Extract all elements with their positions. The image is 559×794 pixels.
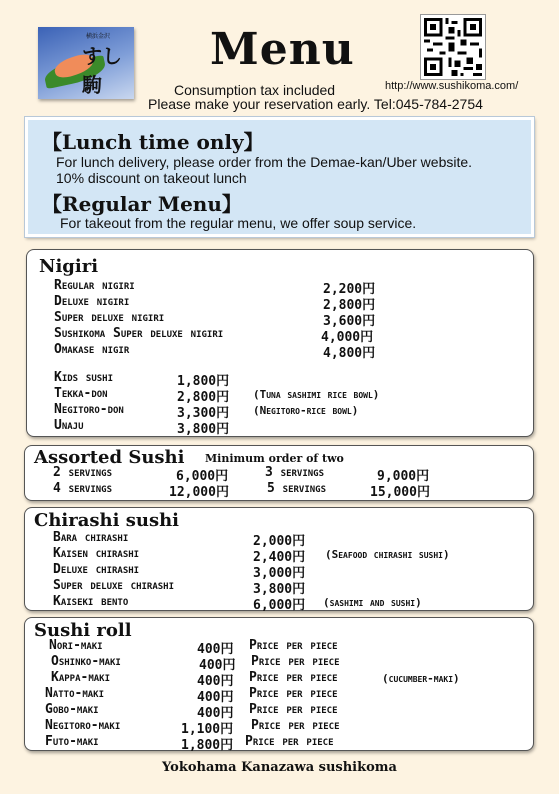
chirashi-section — [24, 507, 534, 611]
menu-item: Oshinko-maki — [51, 654, 121, 669]
menu-price: 1,800円 — [181, 738, 234, 753]
menu-price: 6,000円 — [253, 598, 306, 613]
menu-price: 3,000円 — [253, 566, 306, 581]
menu-note: (Tuna sashimi rice bowl) — [253, 388, 380, 401]
serving-label: 2 servings — [53, 465, 113, 480]
menu-item: Kids sushi — [54, 370, 114, 385]
menu-price: 1,800円 — [177, 374, 230, 389]
menu-item: Futo-maki — [45, 734, 99, 749]
qr-code-icon[interactable] — [420, 14, 486, 80]
menu-price: 1,100円 — [181, 722, 234, 737]
menu-item: Omakase nigir — [54, 342, 130, 357]
logo-small-text: 横浜金沢 — [86, 33, 111, 40]
menu-price: 2,000円 — [253, 534, 306, 549]
price-unit: Price per piece — [251, 654, 340, 669]
sushi-roll-section — [24, 617, 534, 751]
menu-item: Kappa-maki — [51, 670, 111, 685]
menu-price: 2,800円 — [323, 298, 376, 313]
logo-big-text: すし駒 — [82, 44, 122, 97]
lunch-line-1: For lunch delivery, please order from the Demae-kan/Uber website. — [56, 154, 473, 170]
tax-note: Consumption tax included — [174, 82, 336, 98]
reservation-note: Please make your reservation early. Tel:045-784-2754 — [148, 96, 483, 112]
menu-item: Tekka-don — [54, 386, 108, 401]
price-unit: Price per piece — [249, 702, 338, 717]
menu-item: Kaisen chirashi — [53, 546, 140, 561]
menu-price: 2,800円 — [177, 390, 230, 405]
menu-item: Regular nigiri — [54, 278, 135, 293]
chirashi-title: Chirashi sushi — [34, 510, 180, 531]
menu-item: Nori-maki — [49, 638, 103, 653]
menu-note: (cucumber-maki) — [382, 672, 460, 685]
menu-price: 400円 — [197, 706, 234, 721]
menu-price: 2,400円 — [253, 550, 306, 565]
price-unit: Price per piece — [249, 638, 338, 653]
menu-price: 2,200円 — [323, 282, 376, 297]
nigiri-section — [26, 249, 534, 437]
menu-item: Natto-maki — [45, 686, 105, 701]
assorted-subtitle: Minimum order of two — [205, 452, 344, 465]
lunch-line-2: 10% discount on takeout lunch — [56, 170, 247, 186]
menu-note: (Seafood chirashi sushi) — [325, 548, 450, 561]
menu-price: 3,800円 — [253, 582, 306, 597]
page-title: Menu — [210, 24, 355, 75]
price-unit: Price per piece — [245, 734, 334, 749]
menu-price: 4,000円 — [321, 330, 374, 345]
menu-item: Deluxe chirashi — [53, 562, 140, 577]
nigiri-title: Nigiri — [39, 256, 99, 277]
assorted-title: Assorted Sushi — [34, 447, 185, 468]
menu-item: Bara chirashi — [53, 530, 129, 545]
menu-item: Kaiseki bento — [53, 594, 129, 609]
regular-menu-heading: 【Regular Menu】 — [42, 192, 242, 216]
menu-item: Negitoro-maki — [45, 718, 121, 733]
price-unit: Price per piece — [249, 686, 338, 701]
menu-price: 3,300円 — [177, 406, 230, 421]
menu-note: (sashimi and sushi) — [323, 596, 422, 609]
serving-price: 6,000円 — [176, 469, 229, 484]
assorted-section — [24, 445, 534, 501]
menu-price: 3,800円 — [177, 422, 230, 437]
menu-price: 4,800円 — [323, 346, 376, 361]
regular-menu-line: For takeout from the regular menu, we offer soup service. — [60, 215, 417, 231]
menu-item: Negitoro-don — [54, 402, 124, 417]
website-url[interactable]: http://www.sushikoma.com/ — [385, 80, 519, 92]
menu-price: 400円 — [197, 642, 234, 657]
price-unit: Price per piece — [249, 670, 338, 685]
menu-item: Deluxe nigiri — [54, 294, 130, 309]
sushi-roll-title: Sushi roll — [34, 620, 132, 641]
serving-label: 3 servings — [265, 465, 325, 480]
serving-label: 4 servings — [53, 481, 113, 496]
serving-label: 5 servings — [267, 481, 327, 496]
menu-item: Super deluxe chirashi — [53, 578, 175, 593]
footer-text: Yokohama Kanazawa sushikoma — [162, 760, 397, 775]
serving-price: 12,000円 — [169, 485, 229, 500]
menu-item: Gobo-maki — [45, 702, 99, 717]
menu-item: Sushikoma Super deluxe nigiri — [54, 326, 224, 341]
serving-price: 15,000円 — [370, 485, 430, 500]
menu-item: Unaju — [54, 418, 84, 433]
menu-price: 400円 — [197, 690, 234, 705]
menu-price: 3,600円 — [323, 314, 376, 329]
menu-price: 400円 — [197, 674, 234, 689]
restaurant-logo — [38, 27, 134, 99]
price-unit: Price per piece — [251, 718, 340, 733]
menu-note: (Negitoro-rice bowl) — [253, 404, 359, 417]
menu-item: Super deluxe nigiri — [54, 310, 165, 325]
menu-price: 400円 — [199, 658, 236, 673]
lunch-panel — [25, 117, 534, 237]
serving-price: 9,000円 — [377, 469, 430, 484]
lunch-heading: 【Lunch time only】 — [42, 130, 264, 154]
